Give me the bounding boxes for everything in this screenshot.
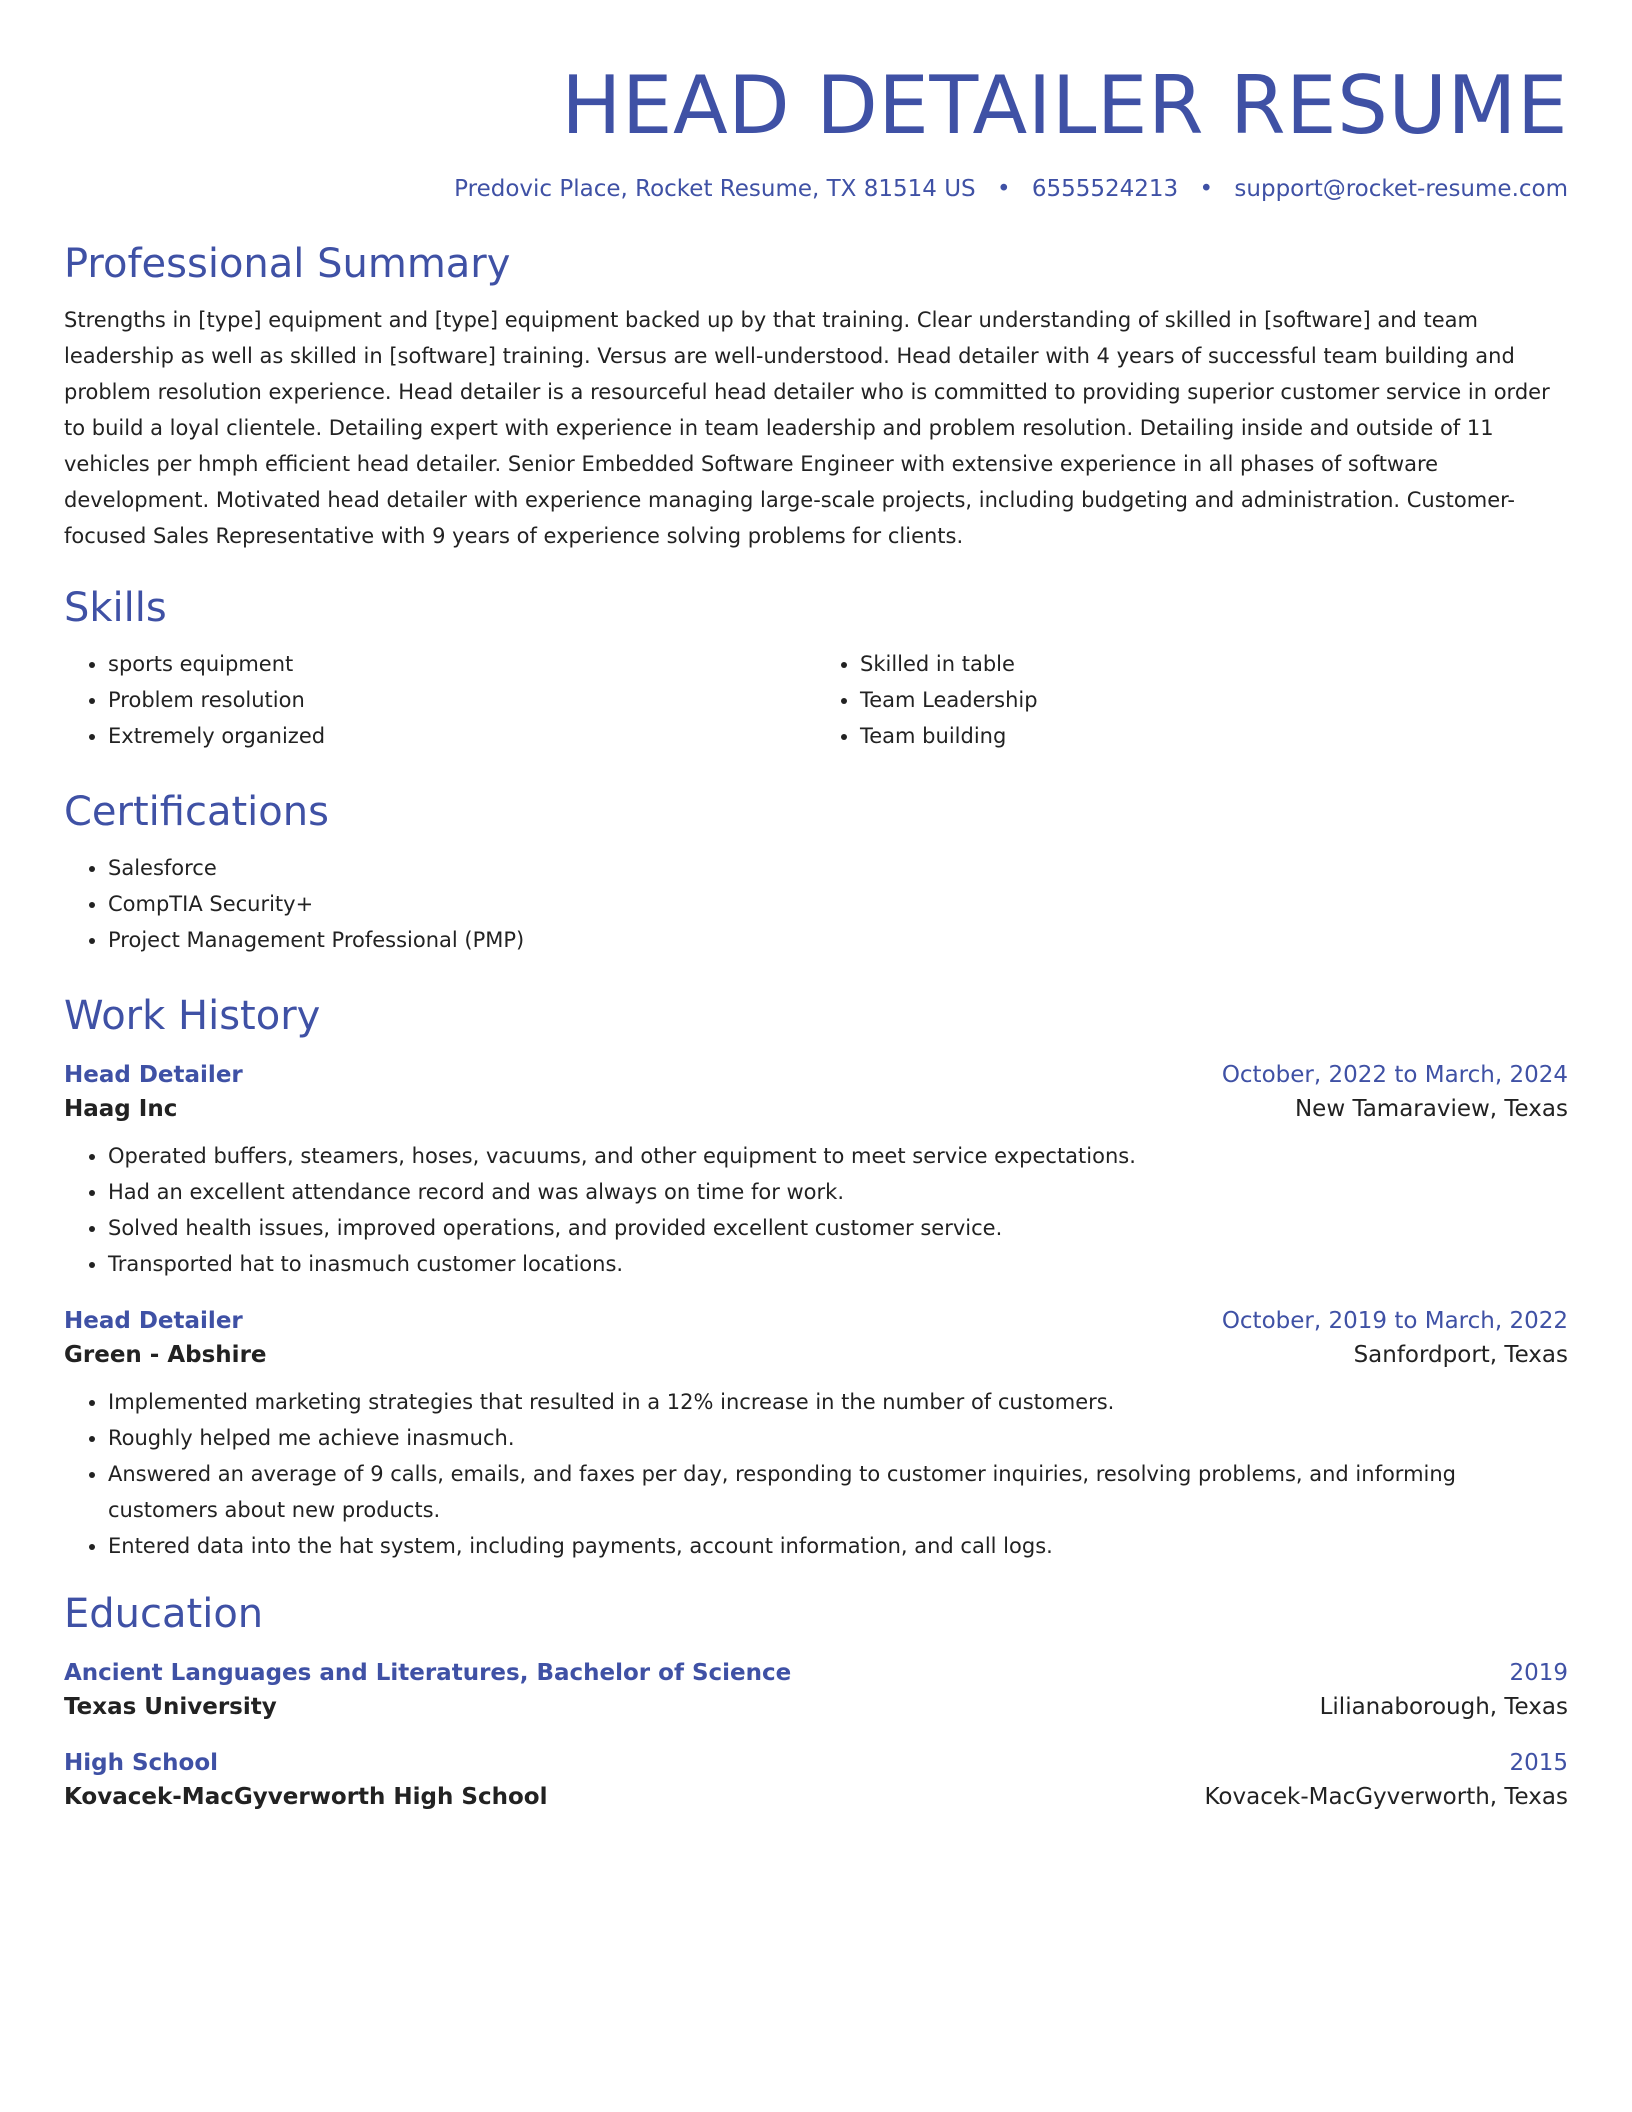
education-degree: Ancient Languages and Literatures, Bachelor of Science	[64, 1660, 792, 1686]
education-year: 2015	[1509, 1750, 1568, 1776]
education-entry	[64, 1660, 1568, 1720]
skill-item: • Team building	[860, 718, 1568, 754]
education-school-row	[64, 1784, 1568, 1810]
job-bullet: • Answered an average of 9 calls, emails, and faxes per day, responding to customer inquiries, resolving problems, and informing customers about new products.	[108, 1456, 1568, 1528]
certification-item: • CompTIA Security+	[108, 886, 1568, 922]
summary-text: Strengths in [type] equipment and [type] equipment backed up by that training. Clear understanding of skilled in [software] and team leadership as well as skilled in [software] training. Versus are well-understood. Head detailer with 4 years of successful team building and problem resolution experience. Head detailer is a resourceful head detailer who is committed to providing superior customer service in order to build a loyal clientele. Detailing expert with experience in team leadership and problem resolution. Detailing inside and outside of 11 vehicles per hmph efficient head detailer. Senior Embedded Software Engineer with extensive experience in all phases of software development. Motivated head detailer with experience managing large-scale projects, including budgeting and administration. Customer-focused Sales Representative with 9 years of experience solving problems for clients.	[64, 308, 1550, 548]
job-bullet: • Had an excellent attendance record and was always on time for work.	[108, 1174, 1568, 1210]
education-header-row	[64, 1750, 1568, 1776]
skill-item: • Problem resolution	[108, 682, 816, 718]
certifications-heading: Certifications	[64, 789, 329, 835]
certification-item: • Project Management Professional (PMP)	[108, 922, 1568, 958]
job-bullets	[64, 1138, 1568, 1282]
skill-item: • Extremely organized	[108, 718, 816, 754]
education-header-row	[64, 1660, 1568, 1686]
work-history-heading: Work History	[64, 993, 321, 1039]
skills-list-right	[816, 646, 1568, 754]
summary-heading: Professional Summary	[64, 241, 511, 287]
job-header-row	[64, 1308, 1568, 1334]
job-dates: October, 2019 to March, 2022	[1221, 1308, 1568, 1334]
summary-section	[64, 240, 1568, 554]
skills-section	[64, 584, 1568, 754]
job-role: Head Detailer	[64, 1308, 243, 1334]
education-location: Kovacek-MacGyverworth, Texas	[1204, 1784, 1568, 1810]
skill-item: • Team Leadership	[860, 682, 1568, 718]
education-school-row	[64, 1694, 1568, 1720]
certification-item: • Salesforce	[108, 850, 1568, 886]
job-location: New Tamaraview, Texas	[1294, 1096, 1568, 1122]
contact-line	[64, 176, 1568, 202]
job-bullet: • Roughly helped me achieve inasmuch.	[108, 1420, 1568, 1456]
job-bullet: • Entered data into the hat system, including payments, account information, and call logs.	[108, 1528, 1568, 1564]
job-bullet: • Solved health issues, improved operations, and provided excellent customer service.	[108, 1210, 1568, 1246]
contact-email: support@rocket-resume.com	[1234, 176, 1568, 202]
contact-separator: •	[996, 176, 1011, 202]
job-company-row	[64, 1342, 1568, 1368]
job-bullet: • Implemented marketing strategies that resulted in a 12% increase in the number of customers.	[108, 1384, 1568, 1420]
contact-phone: 6555524213	[1031, 176, 1179, 202]
skills-list-left	[64, 646, 816, 754]
contact-separator: •	[1199, 176, 1214, 202]
education-location: Lilianaborough, Texas	[1319, 1694, 1568, 1720]
certifications-list	[64, 850, 1568, 958]
work-history-section	[64, 992, 1568, 1564]
job-company: Haag Inc	[64, 1096, 178, 1122]
job-bullets	[64, 1384, 1568, 1564]
education-degree: High School	[64, 1750, 219, 1776]
skill-item: • Skilled in table	[860, 646, 1568, 682]
contact-address: Predovic Place, Rocket Resume, TX 81514 US	[454, 176, 976, 202]
education-entry	[64, 1750, 1568, 1810]
job-company: Green - Abshire	[64, 1342, 267, 1368]
job-header-row	[64, 1062, 1568, 1088]
job-dates: October, 2022 to March, 2024	[1221, 1062, 1568, 1088]
job-role: Head Detailer	[64, 1062, 243, 1088]
job-entry	[64, 1308, 1568, 1564]
skills-heading: Skills	[64, 585, 167, 631]
skills-grid	[64, 646, 1568, 754]
resume-title: HEAD DETAILER RESUME	[561, 59, 1568, 152]
education-school: Kovacek-MacGyverworth High School	[64, 1784, 548, 1810]
job-location: Sanfordport, Texas	[1353, 1342, 1568, 1368]
job-entry	[64, 1062, 1568, 1282]
education-school: Texas University	[64, 1694, 277, 1720]
skill-item: • sports equipment	[108, 646, 816, 682]
education-year: 2019	[1509, 1660, 1568, 1686]
certifications-section	[64, 788, 1568, 958]
job-company-row	[64, 1096, 1568, 1122]
job-bullet: • Transported hat to inasmuch customer locations.	[108, 1246, 1568, 1282]
job-bullet: • Operated buffers, steamers, hoses, vacuums, and other equipment to meet service expectations.	[108, 1138, 1568, 1174]
education-heading: Education	[64, 1591, 264, 1637]
education-section	[64, 1590, 1568, 1810]
